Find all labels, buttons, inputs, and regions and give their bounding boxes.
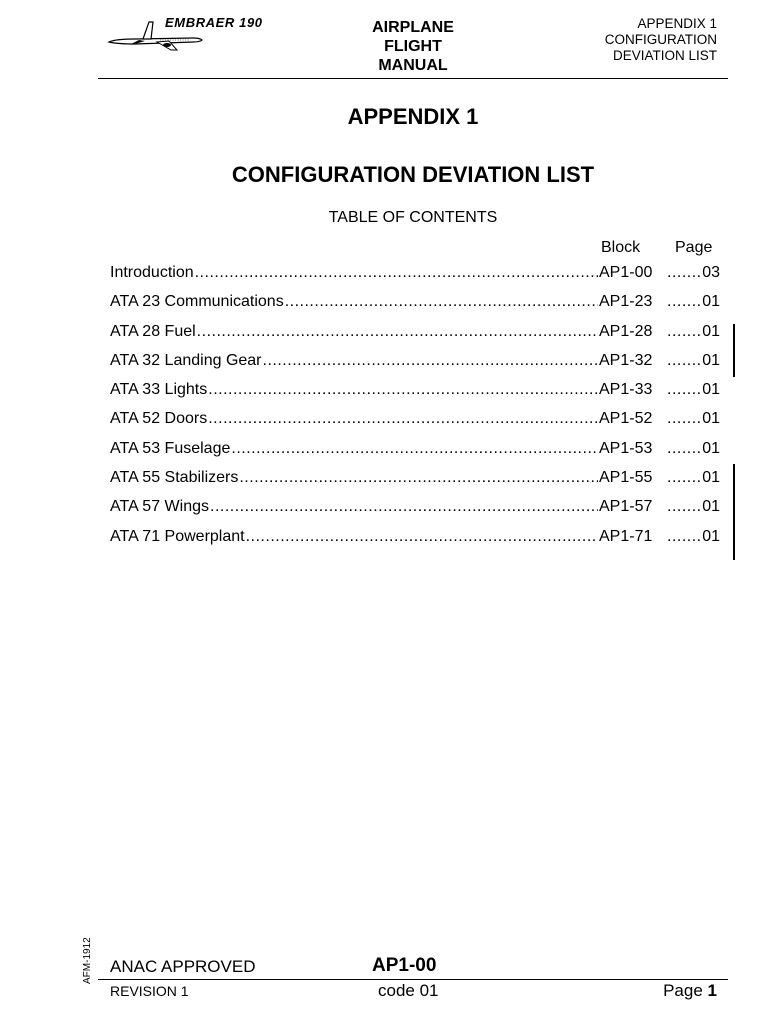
toc-entry-page: 01: [702, 439, 720, 457]
toc-entry-block: AP1-53: [599, 439, 653, 457]
embraer-logo: [105, 12, 305, 52]
toc-entry-block: AP1-00: [599, 264, 653, 281]
section-label-line: DEVIATION LIST: [612, 48, 717, 63]
toc-row-ata-71[interactable]: [110, 528, 720, 557]
header-divider: [98, 78, 728, 79]
column-header-page: Page: [675, 239, 713, 256]
section-label: [560, 16, 717, 64]
leader-dots: [667, 469, 700, 487]
leader-dots: [239, 469, 598, 487]
toc-row-introduction[interactable]: [110, 264, 720, 293]
leader-dots: [197, 323, 598, 341]
toc-entry-title: ATA 55 Stabilizers: [110, 469, 239, 487]
leader-dots: [667, 323, 700, 341]
table-of-contents: [110, 264, 720, 557]
toc-entry-block: AP1-52: [599, 410, 653, 428]
revision-bar: [733, 324, 735, 377]
toc-entry-page: 03: [702, 264, 720, 281]
revision-bar: [733, 464, 735, 560]
leader-dots: [231, 440, 598, 458]
leader-dots: [263, 352, 598, 370]
toc-row-ata-28[interactable]: [110, 323, 720, 352]
leader-dots: [667, 381, 700, 399]
toc-entry-title: ATA 57 Wings: [110, 498, 209, 516]
toc-entry-block: AP1-57: [599, 498, 653, 516]
toc-entry-title: ATA 33 Lights: [110, 381, 208, 399]
code-label: code 01: [378, 981, 439, 1000]
toc-entry-block: AP1-71: [599, 527, 653, 545]
leader-dots: [667, 498, 700, 516]
toc-entry-page: 01: [702, 322, 720, 340]
logo-text: EMBRAER 190: [165, 15, 263, 30]
toc-heading: TABLE OF CONTENTS: [328, 209, 498, 226]
toc-row-ata-53[interactable]: [110, 440, 720, 469]
approval-label: ANAC APPROVED: [110, 957, 256, 976]
toc-row-ata-55[interactable]: [110, 469, 720, 498]
toc-entry-block: AP1-33: [599, 381, 653, 399]
leader-dots: [208, 410, 598, 428]
leader-dots: [667, 528, 700, 546]
column-header-block: Block: [601, 239, 641, 256]
toc-entry-title: Introduction: [110, 264, 194, 281]
toc-entry-page: 01: [702, 381, 720, 399]
toc-entry-title: ATA 52 Doors: [110, 410, 208, 428]
toc-entry-title: ATA 53 Fuselage: [110, 439, 231, 457]
leader-dots: [210, 498, 598, 516]
appendix-title: APPENDIX 1: [347, 104, 479, 129]
leader-dots: [667, 410, 700, 428]
toc-entry-block: AP1-55: [599, 469, 653, 487]
toc-entry-page: 01: [702, 498, 720, 516]
toc-entry-page: 01: [702, 410, 720, 428]
section-label-line: CONFIGURATION: [604, 32, 717, 47]
leader-dots: [667, 352, 700, 370]
toc-entry-title: ATA 28 Fuel: [110, 322, 196, 340]
page-indicator: [600, 981, 717, 1001]
leader-dots: [667, 293, 700, 311]
document-title: CONFIGURATION DEVIATION LIST: [231, 162, 595, 187]
leader-dots: [667, 440, 700, 458]
page-label: Page: [663, 981, 703, 1000]
toc-entry-block: AP1-23: [599, 293, 653, 311]
manual-title-line: AIRPLANE: [372, 19, 454, 36]
toc-entry-page: 01: [702, 351, 720, 369]
manual-title-line: FLIGHT: [384, 38, 442, 55]
manual-title: [348, 18, 478, 75]
toc-entry-block: AP1-32: [599, 351, 653, 369]
toc-entry-page: 01: [702, 469, 720, 487]
manual-title-line: MANUAL: [378, 57, 448, 74]
leader-dots: [195, 264, 598, 282]
toc-row-ata-33[interactable]: [110, 381, 720, 410]
leader-dots: [285, 293, 598, 311]
block-id: AP1-00: [372, 955, 437, 976]
toc-entry-title: ATA 32 Landing Gear: [110, 351, 262, 369]
toc-row-ata-52[interactable]: [110, 410, 720, 439]
document-code-text: AFM-1912: [82, 937, 93, 984]
toc-entry-title: ATA 23 Communications: [110, 293, 284, 311]
toc-entry-page: 01: [702, 527, 720, 545]
leader-dots: [246, 528, 598, 546]
leader-dots: [667, 264, 700, 282]
toc-entry-block: AP1-28: [599, 322, 653, 340]
toc-entry-title: ATA 71 Powerplant: [110, 527, 245, 545]
page-number: 1: [707, 981, 717, 1000]
section-label-line: APPENDIX 1: [637, 16, 717, 31]
toc-row-ata-32[interactable]: [110, 352, 720, 381]
toc-row-ata-23[interactable]: [110, 293, 720, 322]
toc-entry-page: 01: [702, 293, 720, 311]
revision-label: REVISION 1: [110, 983, 189, 999]
footer-divider: [98, 979, 728, 980]
leader-dots: [208, 381, 598, 399]
toc-row-ata-57[interactable]: [110, 498, 720, 527]
